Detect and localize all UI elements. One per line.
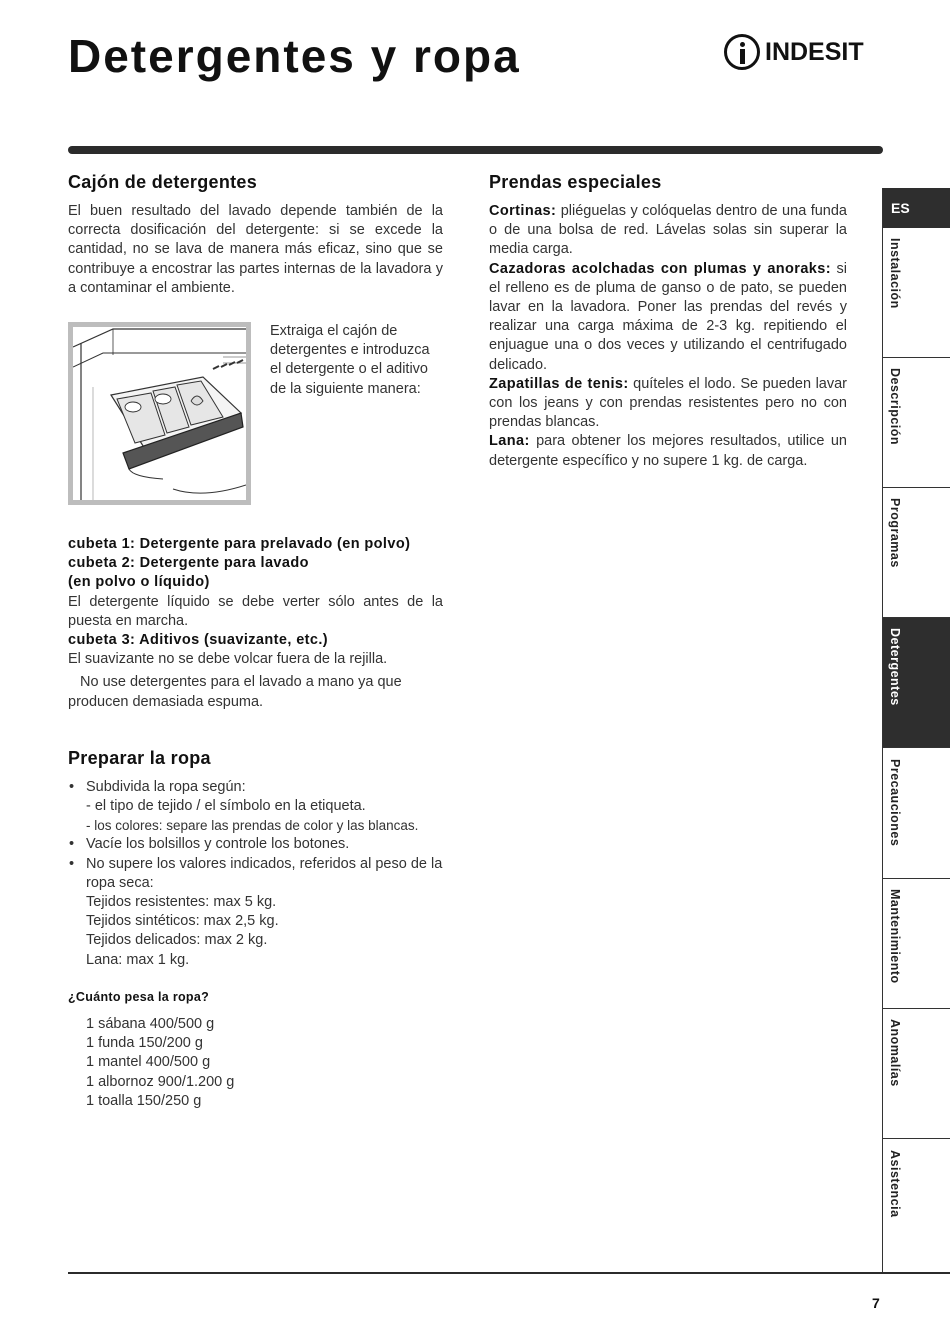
drawer-figure-row bbox=[68, 322, 443, 505]
tab-label: Mantenimiento bbox=[888, 889, 902, 984]
preparar-list bbox=[68, 778, 443, 970]
detergent-drawer-icon bbox=[73, 327, 246, 500]
tab-anomalias[interactable] bbox=[883, 1009, 950, 1139]
tab-programas[interactable] bbox=[883, 488, 950, 618]
weight-item: 1 toalla 150/250 g bbox=[86, 1092, 202, 1109]
header-divider bbox=[68, 146, 883, 154]
weights-heading: ¿Cuánto pesa la ropa? bbox=[68, 989, 210, 1004]
limit-item: Tejidos delicados: max 2 kg. bbox=[86, 932, 268, 949]
weight-item: 1 funda 150/200 g bbox=[86, 1035, 203, 1052]
cubeta-1: cubeta 1: Detergente para prelavado (en polvo) bbox=[68, 536, 411, 553]
tab-detergentes[interactable] bbox=[883, 618, 950, 748]
zapatillas-label: Zapatillas de tenis: bbox=[489, 375, 629, 392]
language-tab[interactable]: ES bbox=[883, 188, 950, 228]
section-heading-prendas: Prendas especiales bbox=[489, 172, 662, 192]
section-heading-preparar: Preparar la ropa bbox=[68, 747, 211, 768]
limit-item: Lana: max 1 kg. bbox=[86, 951, 190, 968]
cazadoras-label: Cazadoras acolchadas con plumas y anoraks: bbox=[489, 260, 831, 277]
cubeta-2-note: El detergente líquido se debe verter sólo antes de la puesta en marcha. bbox=[68, 593, 443, 629]
lana-paragraph bbox=[489, 432, 847, 470]
cortinas-label: Cortinas: bbox=[489, 203, 557, 219]
brand-name: INDESIT bbox=[765, 37, 864, 66]
drawer-caption: Extraiga el cajón de detergentes e introduzca el detergente o el aditivo de la siguiente manera: bbox=[270, 323, 430, 397]
indesit-logo-icon bbox=[724, 34, 760, 70]
sub-item: - el tipo de tejido / el símbolo en la etiqueta. bbox=[86, 798, 366, 815]
page-title: Detergentes y ropa bbox=[68, 30, 521, 82]
foam-warning: No use detergentes para el lavado a mano ya que producen demasiada espuma. bbox=[68, 674, 402, 710]
indesit-logo bbox=[724, 30, 864, 74]
left-column bbox=[68, 172, 443, 1111]
footer-divider bbox=[68, 1272, 950, 1274]
lana-label: Lana: bbox=[489, 433, 530, 450]
tab-label: Descripción bbox=[888, 368, 902, 446]
weight-item: 1 mantel 400/500 g bbox=[86, 1054, 211, 1071]
tab-label: Precauciones bbox=[888, 759, 902, 847]
tab-asistencia[interactable] bbox=[883, 1140, 950, 1270]
list-item bbox=[68, 778, 443, 836]
tab-label: Anomalías bbox=[888, 1019, 902, 1087]
right-column bbox=[489, 172, 847, 471]
tab-instalacion[interactable] bbox=[883, 228, 950, 358]
weight-item: 1 albornoz 900/1.200 g bbox=[86, 1073, 235, 1090]
bullet-text: Subdivida la ropa según: bbox=[86, 778, 246, 795]
cajon-intro: El buen resultado del lavado depende también de la correcta dosificación del detergente: si se excede la cantidad, no se lava de manera más eficaz, sino que se contribuye a encostrar las partes internas de la lavadora y a contaminar el ambiente. bbox=[68, 203, 443, 296]
limit-item: Tejidos sintéticos: max 2,5 kg. bbox=[86, 913, 279, 930]
zapatillas-paragraph bbox=[489, 375, 847, 433]
preparar-section bbox=[68, 748, 443, 1111]
section-tabs bbox=[882, 188, 950, 1274]
detergent-drawer-illustration bbox=[68, 322, 251, 505]
cubeta-instructions bbox=[68, 535, 443, 712]
cubeta-3-note: El suavizante no se debe volcar fuera de la rejilla. bbox=[68, 651, 388, 668]
tab-mantenimiento[interactable] bbox=[883, 879, 950, 1009]
weight-item: 1 sábana 400/500 g bbox=[86, 1016, 215, 1033]
list-item: • Vacíe los bolsillos y controle los botones. bbox=[68, 835, 443, 854]
lana-text: para obtener los mejores resultados, utilice un detergente específico y no supere 1 kg. de carga. bbox=[489, 433, 847, 469]
cortinas-paragraph bbox=[489, 202, 847, 260]
tab-label: Instalación bbox=[888, 238, 902, 309]
list-item bbox=[68, 855, 443, 970]
zapatillas-text: quíteles el lodo. Se pueden lavar con los jeans y con prendas resistentes pero no con prendas blancas. bbox=[489, 375, 847, 431]
tab-label: Asistencia bbox=[888, 1150, 902, 1218]
tab-descripcion[interactable] bbox=[883, 358, 950, 488]
tab-label: Programas bbox=[888, 498, 902, 568]
weights-list bbox=[68, 1015, 443, 1111]
cazadoras-paragraph bbox=[489, 260, 847, 375]
page-number: 7 bbox=[872, 1295, 880, 1311]
tab-label: Detergentes bbox=[888, 628, 902, 706]
cazadoras-text: si el relleno es de pluma de ganso o de pato, se pueden lavar en la lavadora. Poner las prendas del revés y realizar una carga máxima de 2-3 kg. repitiendo el enjuague una o dos veces y utilizando el centrifugado delicado. bbox=[489, 260, 847, 373]
section-heading-cajon: Cajón de detergentes bbox=[68, 172, 258, 192]
cubeta-2: cubeta 2: Detergente para lavado bbox=[68, 555, 309, 572]
cubeta-3: cubeta 3: Aditivos (suavizante, etc.) bbox=[68, 632, 329, 649]
bullet-text: No supere los valores indicados, referidos al peso de la ropa seca: bbox=[86, 855, 443, 891]
tab-precauciones[interactable] bbox=[883, 749, 950, 879]
cubeta-2-detail: (en polvo o líquido) bbox=[68, 574, 210, 591]
limit-item: Tejidos resistentes: max 5 kg. bbox=[86, 894, 277, 911]
sub-item: - los colores: separe las prendas de color y las blancas. bbox=[86, 818, 419, 834]
cortinas-text: pliéguelas y colóquelas dentro de una funda o de una bolsa de red. Lávelas solas sin superar la media carga. bbox=[489, 203, 847, 258]
